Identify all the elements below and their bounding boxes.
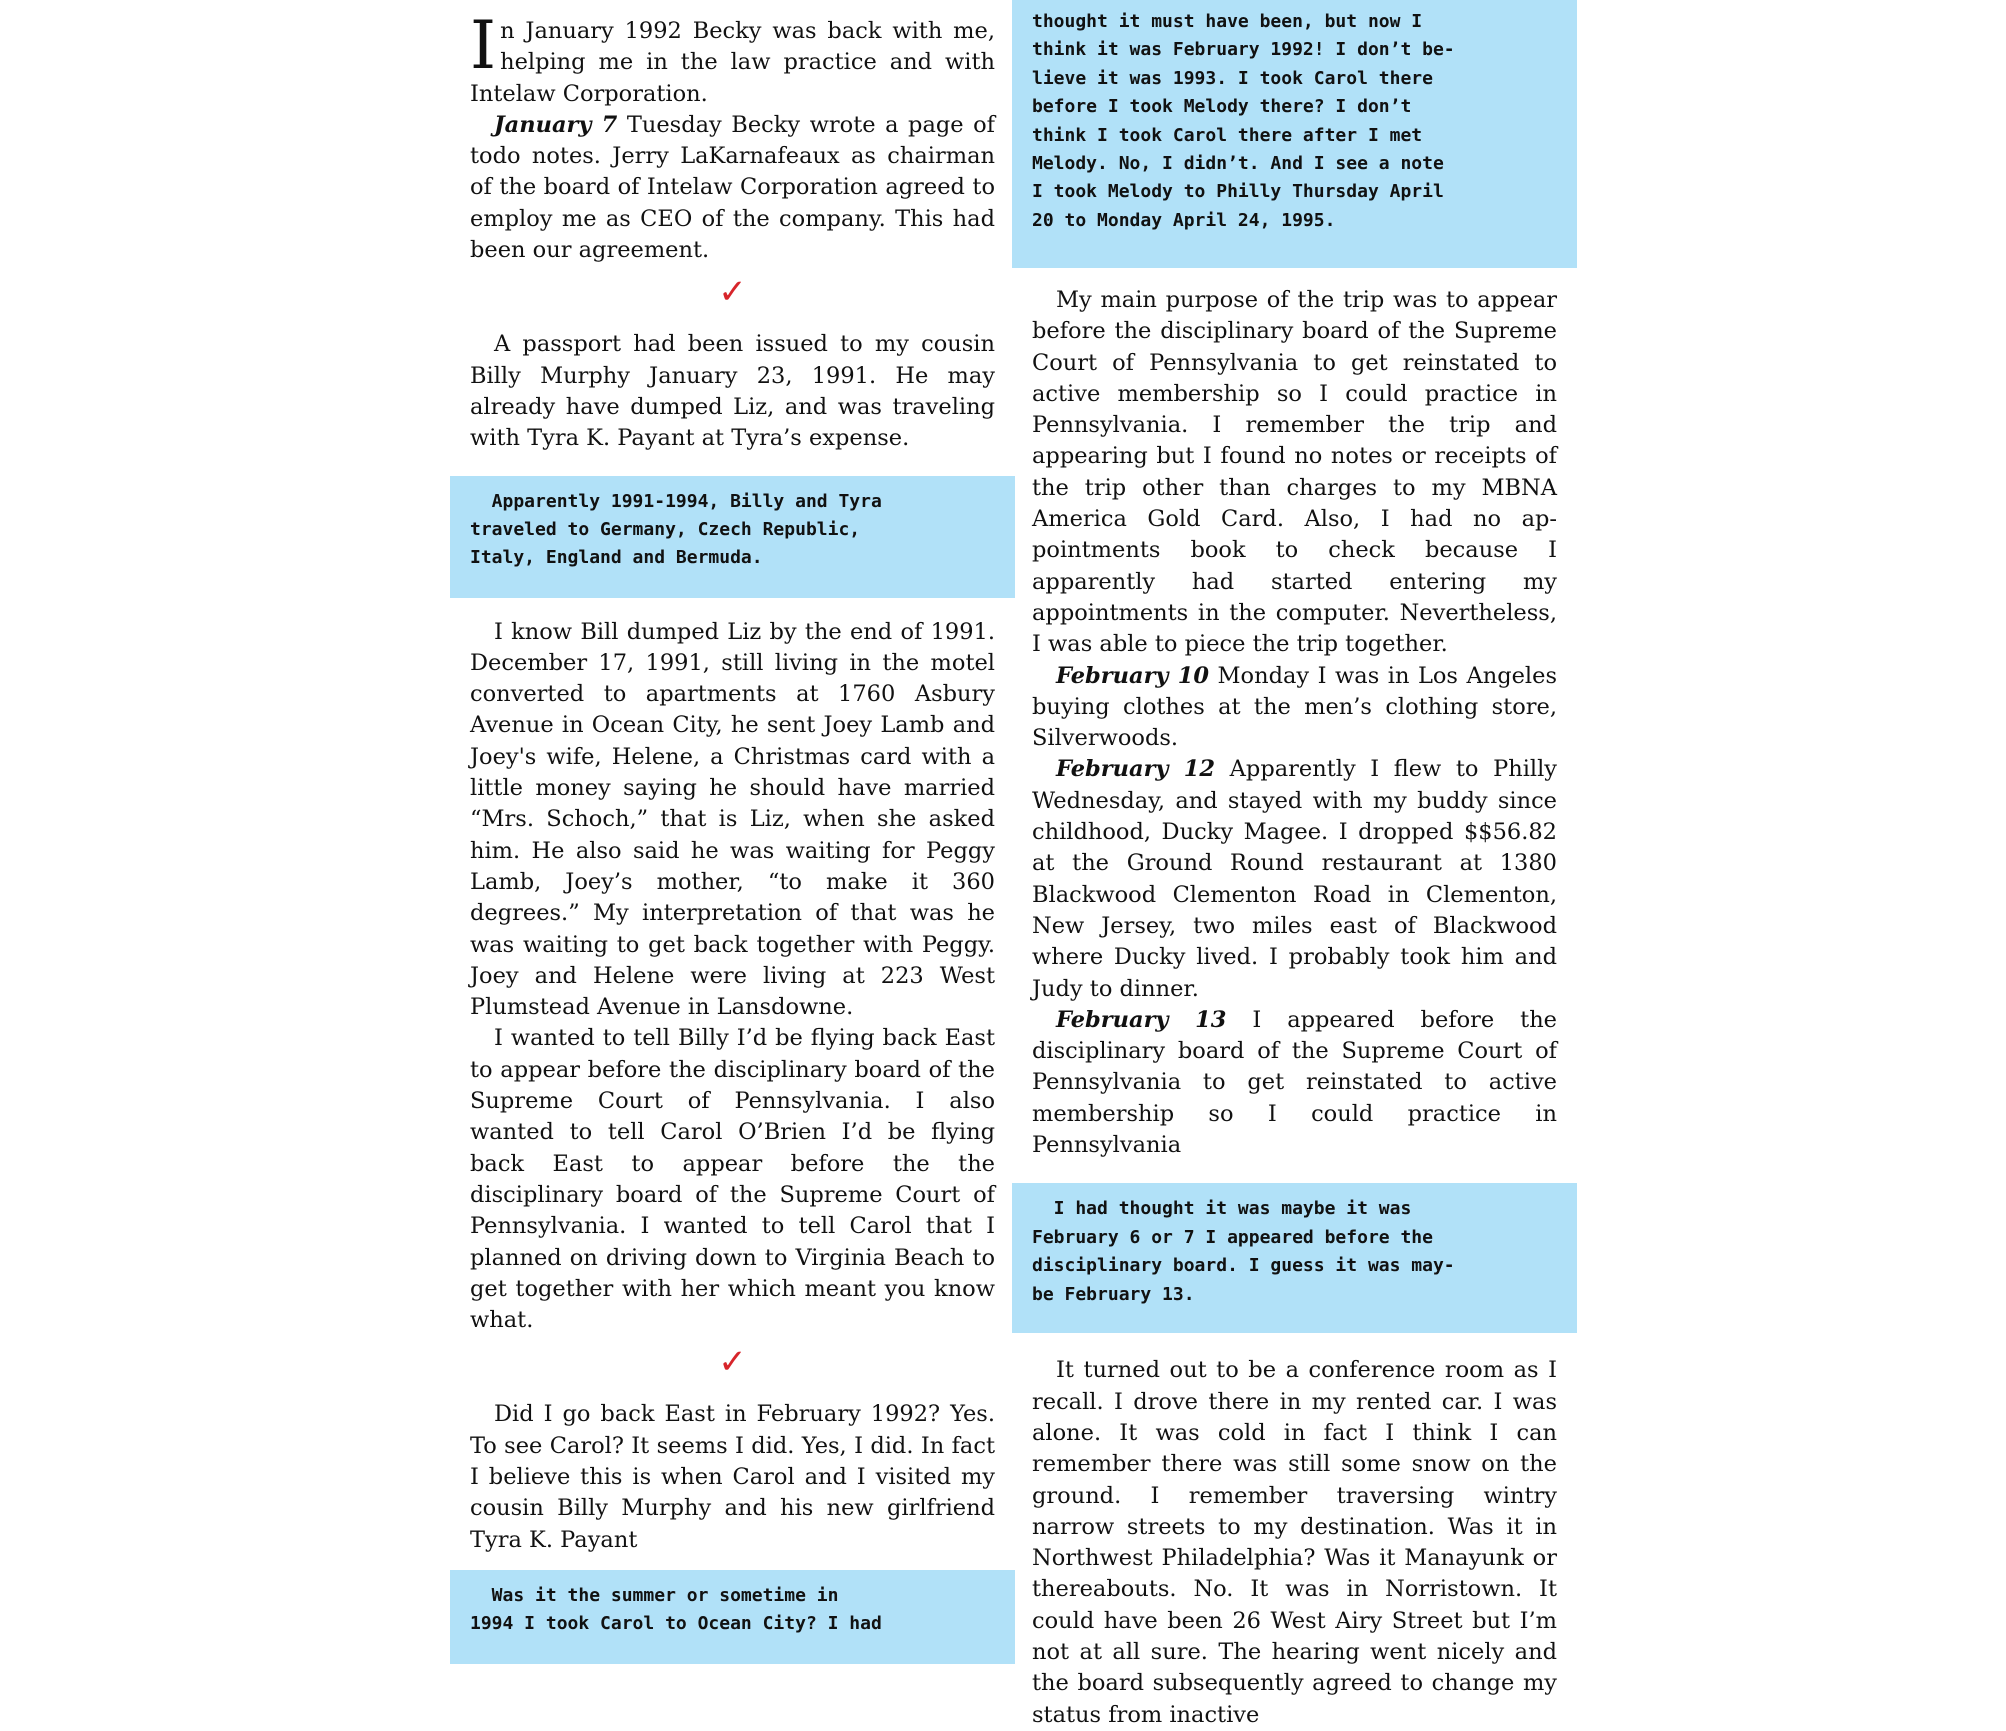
paragraph-flying-back-east: I wanted to tell Billy I’d be flying back East to appear before the disciplinary board of the Supreme Court of Pennsylvania. I also wanted to tell Carol O’Brien I’d be flying back East to appear before the the disciplinary board of the Supreme Court of Pennsylvania. I wanted to tell Carol that I planned on driving down to Virginia Beach to get together with her which meant you know what. <box>470 1025 995 1334</box>
paragraph-text: Apparently I flew to Philly Wednesday, and stayed with my buddy since childhood, Ducky Magee. I dropped $$56.82 at the Ground Round restaurant at 1380 Blackwood Clementon Road in Clementon, New Jersey, two miles east of Blackwood where Ducky lived. I probably took him and Judy to dinner. <box>1032 756 1557 1002</box>
note-box-hearing-date: I had thought it was maybe it was February 6 or 7 I appeared before the disciplinary board. I guess it was may- be February 13. <box>1012 1183 1577 1333</box>
date-heading: January 7 <box>494 111 618 138</box>
paragraph-february-10 <box>1012 661 1577 755</box>
paragraph-conference-room: It turned out to be a conference room as I recall. I drove there in my rented car. I was alone. It was cold in fact I think I can remember there was still some snow on the ground. I remember traversing wintry narrow streets to my destination. Was it in Northwest Philadelphia? Was it Manayunk or thereabouts. No. It was in Norristown. It could have been 26 West Airy Street but I’m not at all sure. The hearing went nicely and the board subsequently agreed to change my status from inactive <box>1032 1357 1557 1728</box>
paragraph-intro-text: n January 1992 Becky was back with me, helping me in the law practice and with Intelaw Corporation. <box>470 18 995 107</box>
paragraph-february-12 <box>1012 754 1577 1004</box>
paragraph-january-7 <box>450 110 1015 266</box>
paragraph-passport: A passport had been issued to my cousin Billy Murphy January 23, 1991. He may already have dumped Liz, and was traveling with Tyra K. Payant at Tyra’s expense. <box>470 331 995 452</box>
drop-cap: I <box>470 7 497 84</box>
note-box-february-1992: thought it must have been, but now I think it was February 1992! I don’t be- lieve it was 1993. I took Carol there before I took Melody there? I don’t think I took Carol there after I met Melody. No, I didn’t. And I see a note I took Melody to Philly Thursday April 20 to Monday April 24, 1995. <box>1012 0 1577 268</box>
right-column <box>1012 0 1577 1731</box>
paragraph-february-1992: Did I go back East in February 1992? Yes. To see Carol? It seems I did. Yes, I did. In fact I believe this is when Carol and I visited my cousin Billy Murphy and his new girlfriend Tyra K. Payant <box>470 1401 995 1553</box>
paragraph-intro <box>450 7 1015 110</box>
date-heading: February 12 <box>1056 756 1216 783</box>
note-box-travel: Apparently 1991-1994, Billy and Tyra traveled to Germany, Czech Republic, Italy, England and Bermuda. <box>450 476 1015 598</box>
paragraph-text: I appeared before the disciplinary board of the Supreme Court of Pennsylvania to get reinstated to active membership so I could practice in Pennsylvania <box>1032 1006 1557 1159</box>
checkmark-icon: ✓ <box>718 1342 747 1383</box>
checkmark-icon: ✓ <box>718 272 747 313</box>
date-heading: February 13 <box>1056 1006 1227 1033</box>
paragraph-text: Tuesday Becky wrote a page of todo notes. Jerry LaKarnafeaux as chairman of the board of Intelaw Corporation agreed to employ me as CEO of the company. This had been our agreement. <box>470 111 995 264</box>
paragraph-main-purpose: My main purpose of the trip was to appear before the disciplinary board of the Supreme Court of Pennsylvania to get reinstated to active membership so I could practice in Pennsylvania. I remember the trip and appearing but I found no notes or receipts of the trip other than charges to my MBNA America Gold Card. Also, I had no appointments book to check because I apparently had started entering my appointments in the computer. Nevertheless, I was able to piece the trip together. <box>1032 287 1557 658</box>
paragraph-bill-dumped-liz: I know Bill dumped Liz by the end of 1991. December 17, 1991, still living in the motel converted to apartments at 1760 Asbury Avenue in Ocean City, he sent Joey Lamb and Joey's wife, Helene, a Christmas card with a little money saying he should have married “Mrs. Schoch,” that is Liz, when she asked him. He also said he was waiting for Peggy Lamb, Joey’s mother, “to make it 360 degrees.” My interpretation of that was he was waiting to get back together with Peggy. Joey and Helene were living at 223 West Plumstead Avenue in Lansdowne. <box>470 618 995 1021</box>
left-column <box>450 0 1015 1664</box>
paragraph-text: Monday I was in Los Angeles buying clothes at the men’s clothing store, Silverwoods. <box>1032 662 1557 752</box>
paragraph-february-13 <box>1012 1005 1577 1161</box>
note-box-ocean-city: Was it the summer or sometime in 1994 I took Carol to Ocean City? I had <box>450 1570 1015 1664</box>
date-heading: February 10 <box>1056 662 1210 689</box>
